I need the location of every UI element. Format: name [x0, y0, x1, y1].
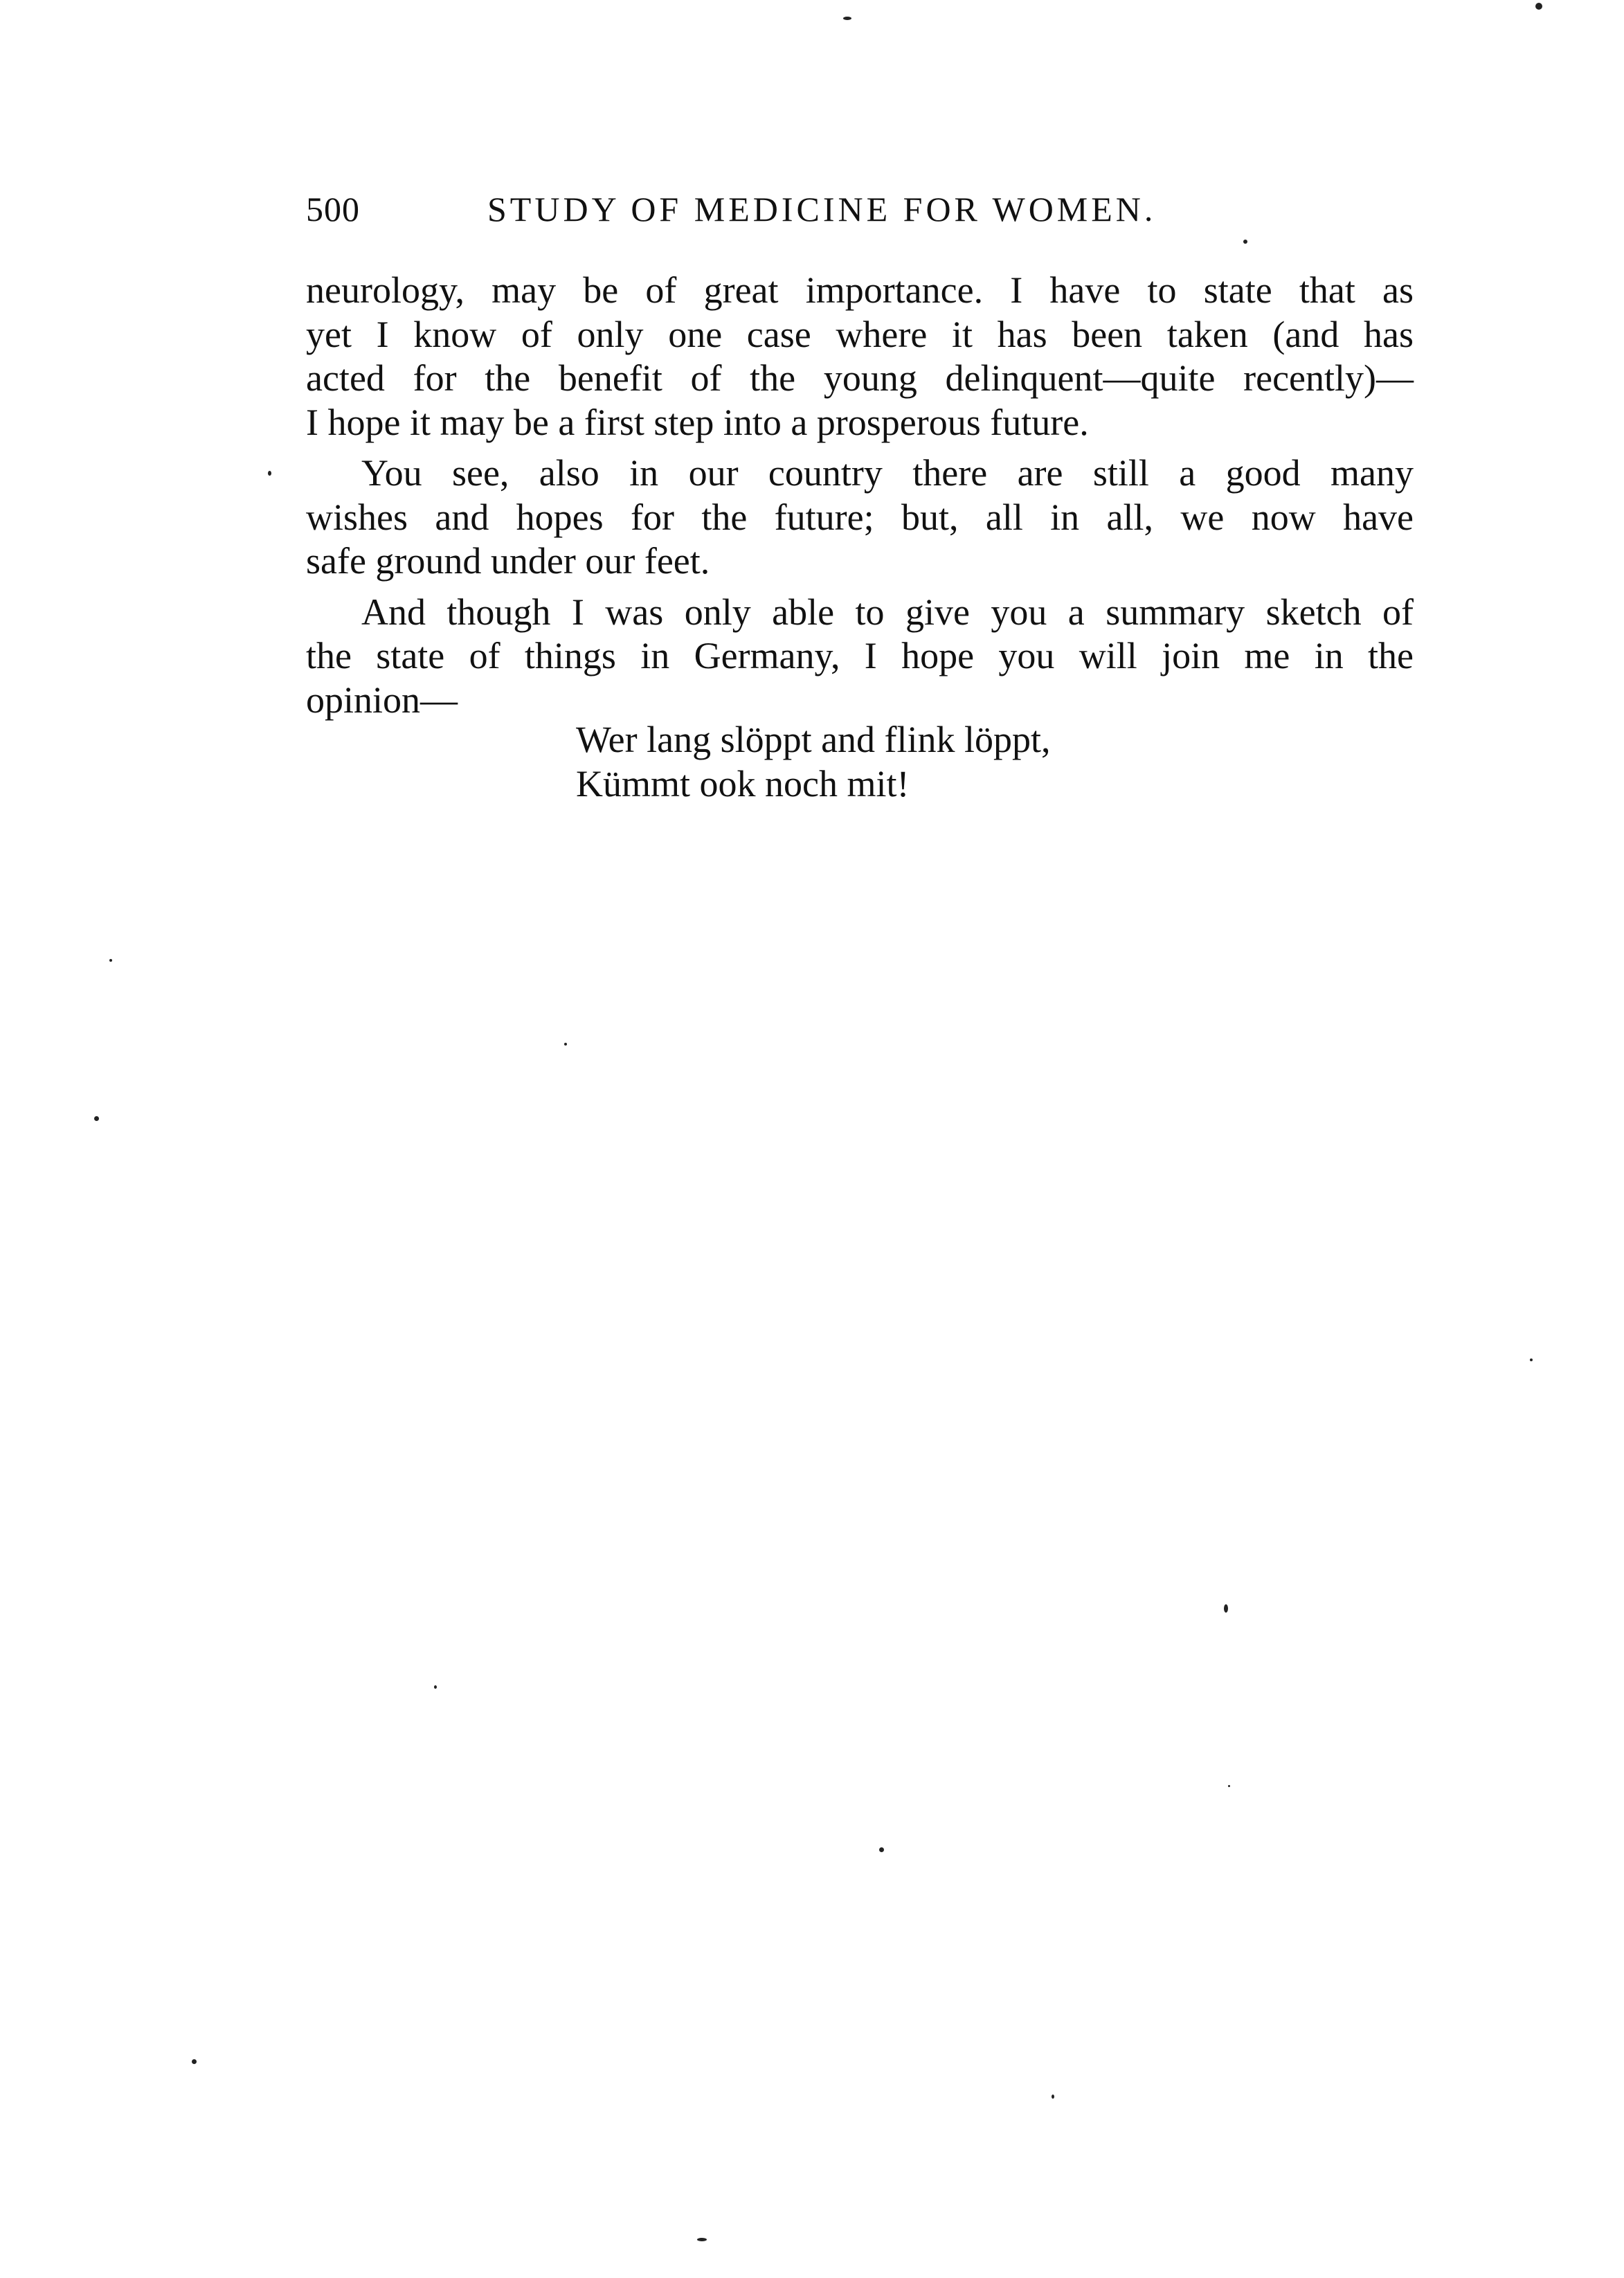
print-speck: [1530, 1358, 1533, 1361]
print-speck: [94, 1116, 99, 1121]
print-speck: [192, 2059, 197, 2064]
text-line: wishes and hopes for the future; but, all in all, we now have: [306, 496, 1414, 538]
verse-quotation: [576, 718, 1051, 806]
verse-line: Kümmt ook noch mit!: [576, 762, 910, 805]
print-speck: [1535, 3, 1542, 10]
text-line: I hope it may be a first step into a prosperous future.: [306, 401, 1089, 443]
text-line: yet I know of only one case where it has been taken (and has: [306, 313, 1414, 355]
text-line: And though I was only able to give you a summary sketch of: [361, 591, 1414, 633]
text-line: neurology, may be of great importance. I have to state that as: [306, 269, 1414, 311]
running-head: STUDY OF MEDICINE FOR WOMEN.: [487, 190, 1157, 228]
text-line: the state of things in Germany, I hope you will join me in the: [306, 635, 1414, 676]
page-number: 500: [306, 190, 360, 228]
page-header: [306, 181, 1414, 237]
print-speck: [434, 1685, 437, 1689]
print-speck: [268, 471, 271, 476]
print-speck: [564, 1043, 567, 1046]
text-line: opinion—: [306, 679, 458, 721]
print-speck: [1052, 2095, 1054, 2099]
paragraph-3: [306, 591, 1414, 723]
print-speck: [1228, 1785, 1230, 1787]
print-speck: [109, 959, 112, 962]
verse-line: Wer lang slöppt and flink löppt,: [576, 719, 1051, 760]
print-speck: [843, 17, 851, 20]
print-speck: [1224, 1604, 1228, 1613]
text-line: You see, also in our country there are still a good many: [361, 452, 1414, 494]
paragraph-1: [306, 269, 1414, 445]
text-line: acted for the benefit of the young delinquent—quite recently)—: [306, 357, 1414, 399]
print-speck: [697, 2238, 707, 2241]
paragraph-2: [306, 451, 1414, 584]
print-speck: [1243, 240, 1247, 244]
text-line: safe ground under our feet.: [306, 540, 710, 582]
print-speck: [879, 1847, 884, 1852]
body-text: [306, 269, 1414, 722]
